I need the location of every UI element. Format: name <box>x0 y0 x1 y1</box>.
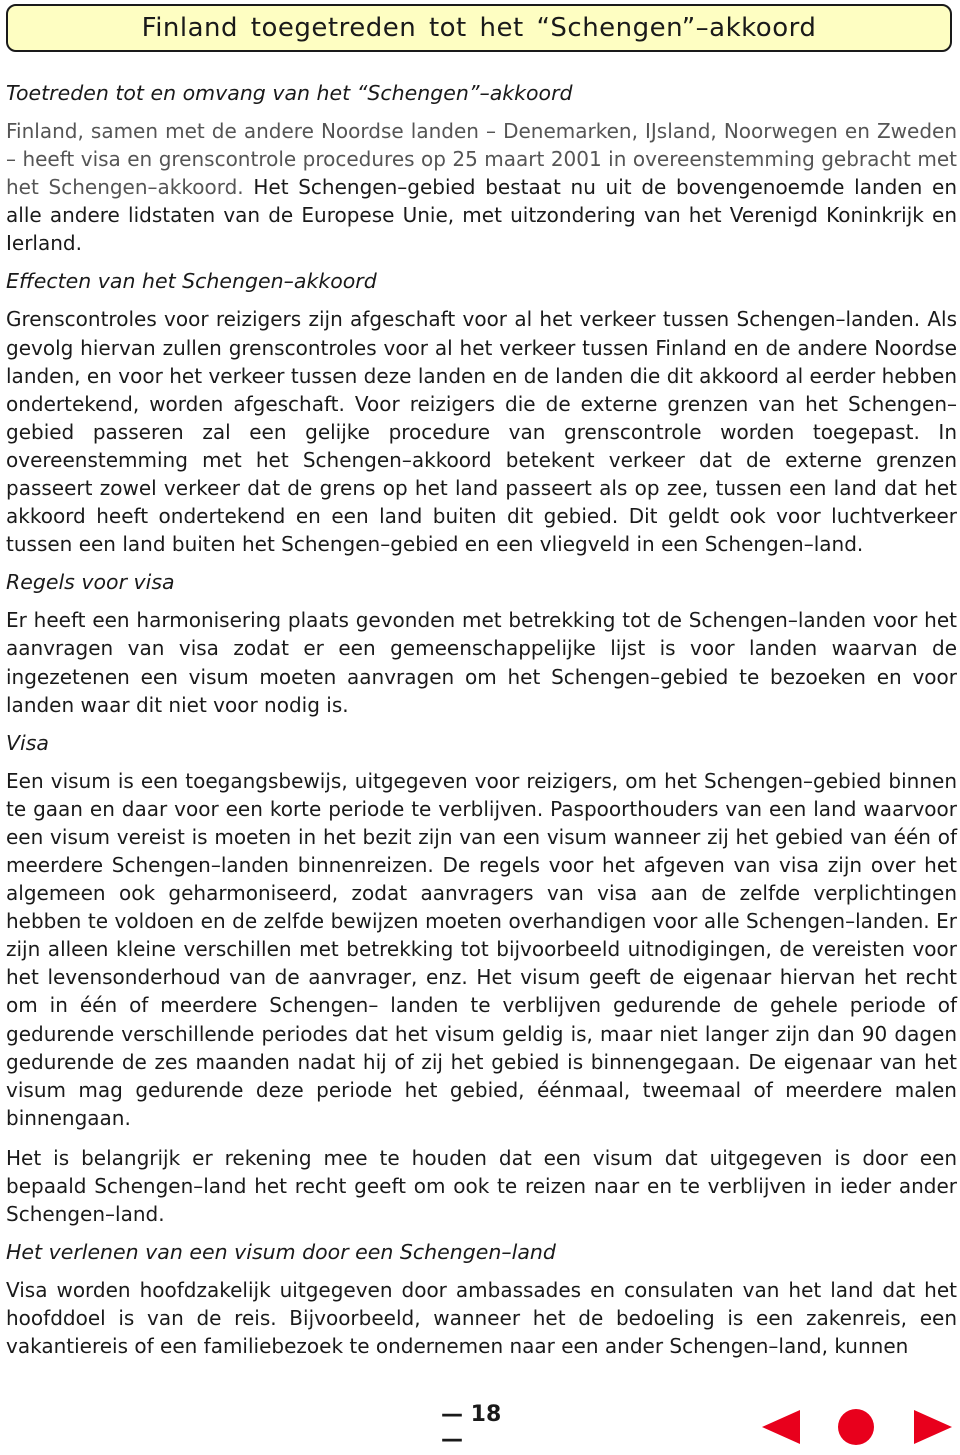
paragraph-visa-2: Het is belangrijk er rekening mee te houden dat een visum dat uitgegeven is door een bepaald Schengen–land het recht geeft om ook te reizen naar en te verblijven in ieder ander Schengen–land. <box>6 1145 957 1227</box>
paragraph-visa-1: Een visum is een toegangsbewijs, uitgegeven voor reizigers, om het Schengen–gebied binnen te gaan en daar voor een korte periode te verblijven. Paspoorthouders van een land waarvoor een visum vereist is moeten in het bezit zijn van een visum wanneer zij het gebied van één of meerdere Schengen–landen binnenreizen. De regels voor het afgeven van visa zijn over het algemeen ook geharmoniseerd, zodat aanvragers van visa aan de zelfde verplichtingen hebben te voldoen en de zelfde bewijzen moeten overhandigen voor alle Schengen–landen. Er zijn alleen kleine verschillen met betrekking tot bijvoorbeeld uitnodigingen, de vereisten voor het levensonderhoud van de aanvrager, enz. Het visum geeft de eigenaar hiervan het recht om in één of meerdere Schengen– landen te verblijven gedurende de gehele periode of gedurende verschillende periodes dat het visum geldig is, maar niet langer zijn dan 90 dagen gedurende de zes maanden nadat hij of zij het gebied is binnengegaan. De eigenaar van het visum mag gedurende deze periode het gebied, éénmaal, tweemaal of meerdere malen binnengaan. <box>6 768 957 1130</box>
paragraph-verlenen: Visa worden hoofdzakelijk uitgegeven door ambassades en consulaten van het land dat het hoofddoel is van de reis. Bijvoorbeeld, wanneer het de bedoeling is een zakenreis, een vakantiereis of een familiebezoek te ondernemen naar een ander Schengen–land, kunnen <box>6 1278 957 1359</box>
stop-icon[interactable] <box>835 1406 877 1448</box>
paragraph-toetreden-rest: Het Schengen–gebied bestaat nu uit de bovengenoemde landen en alle andere lidstaten van de Europese Unie, met uitzondering van het Verenigd Koninkrijk en Ierland. <box>6 175 958 256</box>
page-title: Finland toegetreden tot het “Schengen”–akkoord <box>141 13 817 43</box>
section-heading-effecten: Effecten van het Schengen–akkoord <box>6 269 377 294</box>
page-title-box <box>6 4 952 52</box>
section-heading-regels: Regels voor visa <box>6 570 175 595</box>
page-number: — 18 — <box>441 1402 502 1452</box>
previous-page-icon[interactable] <box>760 1406 802 1448</box>
section-heading-toetreden: Toetreden tot en omvang van het “Schengen”–akkoord <box>6 81 573 105</box>
paragraph-regels: Er heeft een harmonisering plaats gevonden met betrekking tot de Schengen–landen voor het aanvragen van visa zodat er een gemeenschappelijke lijst is voor landen waarvan de ingezetenen een visum moeten aanvragen om het Schengen–gebied te bezoeken en voor landen waar dit niet voor nodig is. <box>6 608 957 717</box>
section-heading-visa: Visa <box>6 730 49 755</box>
paragraph-toetreden-intro: Finland, samen met de andere Noordse landen – Denemarken, IJsland, Noorwegen en Zweden – heeft visa en grenscontrole procedures op 25 maart 2001 in overeenstemming gebracht met het Schengen–akkoord. <box>6 119 957 200</box>
next-page-icon[interactable] <box>910 1406 954 1448</box>
paragraph-toetreden <box>6 117 957 257</box>
page-footer <box>0 1404 960 1450</box>
section-heading-verlenen: Het verlenen van een visum door een Schengen–land <box>6 1240 556 1265</box>
paragraph-effecten: Grenscontroles voor reizigers zijn afgeschaft voor al het verkeer tussen Schengen–landen. Als gevolg hiervan zullen grenscontroles voor al het verkeer tussen Finland en de andere Noordse landen, en voor het verkeer tussen deze landen en de landen die dit akkoord al eerder hebben ondertekend, worden afgeschaft. Voor reizigers die de externe grenzen van het Schengen–gebied passeren zal een gelijke procedure van grenscontrole worden toegepast. In overeenstemming met het Schengen–akkoord betekent verkeer dat de externe grenzen passeert zowel verkeer dat de grens op het land passeert als op zee, tussen een land dat het akkoord heeft ondertekend en een land buiten dit gebied. Dit geldt ook voor luchtverkeer tussen een land buiten het Schengen–gebied en een vliegveld in een Schengen–land. <box>6 307 957 557</box>
document-body <box>6 79 957 1360</box>
